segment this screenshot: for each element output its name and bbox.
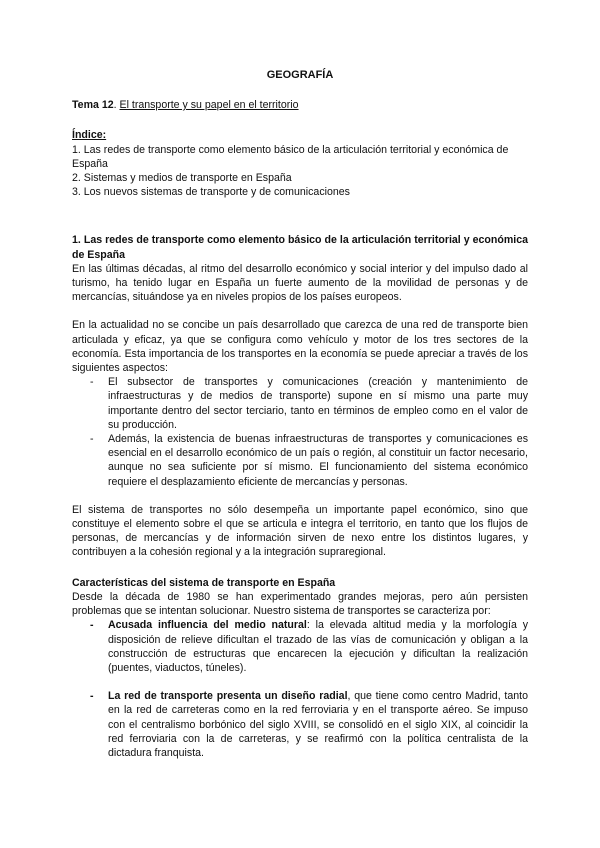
list-item: - Además, la existencia de buenas infraestructuras de transportes y comunicaciones es esencial en el desarrollo económico de un país o región, al constituir un factor necesario, aunque no sea suficiente por sí mismo. El funcionamiento del sistema económico requiere el desplazamiento eficiente de mercancías y personas. [72,432,528,489]
characteristics-intro: Desde la década de 1980 se han experimentado grandes mejoras, pero aún persisten problemas que se intentan solucionar. Nuestro sistema de transportes se caracteriza por: [72,590,528,618]
index-item-2: 2. Sistemas y medios de transporte en España [72,172,292,185]
topic-prefix: Tema 12 [72,99,114,112]
list-item-text: , que tiene como centro Madrid, tanto en la red de carreteras como en la red ferroviaria y en el transporte aéreo. Se impuso con el centralismo borbónico del siglo XVIII, se consolidó en el siglo XIX, al coincidir la red ferroviaria con la de carreteras, y se reafirmó con la política centralista de la dictadura franquista. [108,690,528,759]
section-1-paragraph-1: En las últimas décadas, al ritmo del desarrollo económico y social interior y del impulso dado al turismo, ha tenido lugar en España un fuerte aumento de la movilidad de personas y de mercancías, situándose ya en niveles propios de los países europeos. [72,262,528,304]
index-heading: Índice: [72,129,107,142]
document-page [72,68,528,760]
index-block [72,128,528,199]
index-item-1: 1. Las redes de transporte como elemento básico de la articulación territorial y económica de España [72,143,509,170]
section-1-bullet-list [72,375,528,489]
list-item [72,618,528,675]
characteristics-list [72,618,528,760]
list-item [72,689,528,760]
topic-separator: . [113,99,120,112]
section-1-paragraph-2: En la actualidad no se concibe un país desarrollado que carezca de una red de transporte bien articulada y eficaz, ya que se configura como vehículo y motor de los tres sectores de la economía. Esta importancia de los transportes en la economía se puede apreciar a través de los siguientes aspectos: [72,319,528,375]
section-1-heading: 1. Las redes de transporte como elemento básico de la articulación territorial y económica de España [72,234,528,261]
index-item-3: 3. Los nuevos sistemas de transporte y de comunicaciones [72,186,350,199]
list-item-text: : la elevada altitud media y la morfología y disposición de relieve dificultan el trazado de las vías de comunicación y obligan a la construcción de estructuras que encarecen la ejecución y dificultan la realización (puentes, viaductos, túneles). [108,619,529,674]
section-1-paragraph-3: El sistema de transportes no sólo desempeña un importante papel económico, sino que constituye el elemento sobre el que se articula e integra el territorio, en tanto que los flujos de personas, de mercancías y de información sirven de nexo entre los distintos lugares, y contribuyen a la cohesión regional y a la integración supraregional. [72,503,528,559]
list-item-bold: Acusada influencia del medio natural [108,619,307,632]
list-item-bold: La red de transporte presenta un diseño radial [108,690,348,703]
topic-title: El transporte y su papel en el territorio [119,99,299,112]
characteristics-heading: Características del sistema de transporte en España [72,576,336,589]
document-title: GEOGRAFÍA [266,69,334,81]
list-item: - El subsector de transportes y comunicaciones (creación y mantenimiento de infraestructuras y de medios de transporte) supone en sí mismo una parte muy importante dentro del sector terciario, tanto en términos de empleo como en el valor de su producción. [72,375,528,432]
topic-line [72,98,528,112]
